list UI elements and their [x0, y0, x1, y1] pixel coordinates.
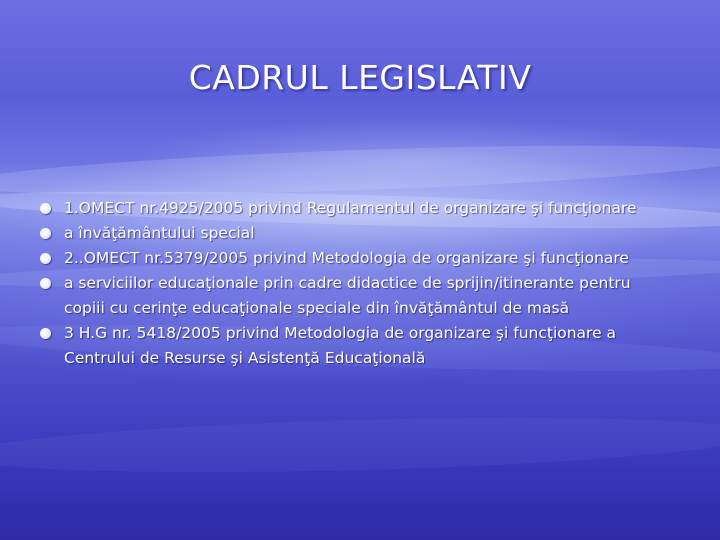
bullet-text: a învăţământului special [64, 224, 255, 242]
bullet-icon [40, 203, 51, 214]
bullet-list [40, 196, 700, 371]
slide-title: CADRUL LEGISLATIV [188, 58, 532, 97]
background-wave [0, 136, 720, 204]
bullet-item [40, 271, 700, 321]
bullet-text-continuation: copiii cu cerinţe educaţionale speciale din învăţământul de masă [64, 299, 570, 317]
bullet-icon [40, 228, 51, 239]
bullet-icon [40, 328, 51, 339]
bullet-text: 1.OMECT nr.4925/2005 privind Regulamentul de organizare şi funcţionare [64, 199, 637, 217]
bullet-item [40, 221, 700, 246]
bullet-text: 3 H.G nr. 5418/2005 privind Metodologia de organizare şi funcţionare a [64, 324, 617, 342]
bullet-icon [40, 278, 51, 289]
bullet-item [40, 321, 700, 371]
bullet-icon [40, 253, 51, 264]
bullet-item [40, 196, 700, 221]
bullet-text: 2..OMECT nr.5379/2005 privind Metodologia de organizare şi funcţionare [64, 249, 629, 267]
background-wave [0, 410, 720, 481]
bullet-item [40, 246, 700, 271]
bullet-text-continuation: Centrului de Resurse şi Asistenţă Educaţională [64, 349, 426, 367]
bullet-text: a serviciilor educaţionale prin cadre didactice de sprijin/itinerante pentru [64, 274, 631, 292]
